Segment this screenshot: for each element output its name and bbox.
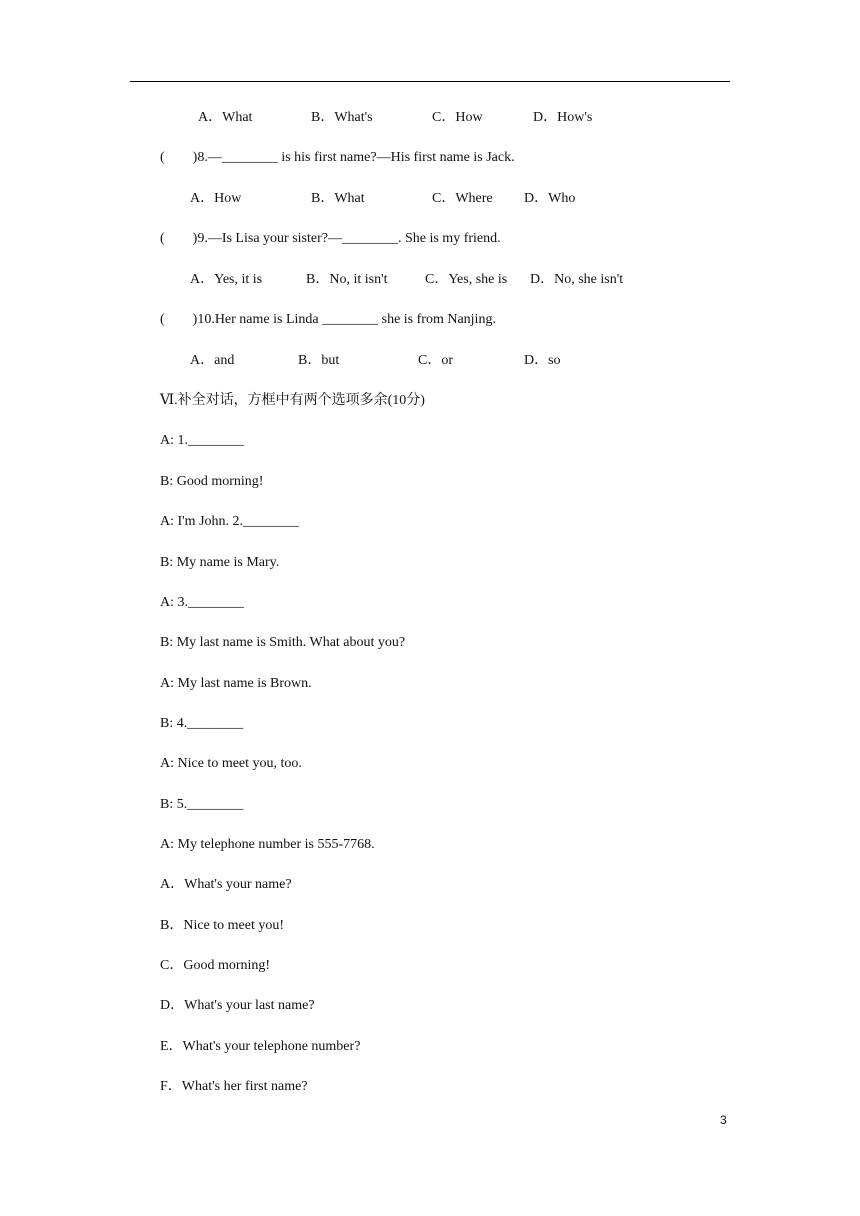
section-6-heading: Ⅵ.补全对话，方框中有两个选项多余(10分) [160, 393, 425, 408]
page-number: 3 [720, 1113, 727, 1127]
dialogue-line: A: My last name is Brown. [160, 676, 312, 691]
choice-f: F．What's her first name? [160, 1079, 308, 1094]
dialogue-line: A: 3.________ [160, 595, 244, 610]
q10-option-c: C．or [418, 353, 453, 368]
dialogue-line: A: I'm John. 2.________ [160, 514, 300, 529]
dialogue-line: B: Good morning! [160, 474, 264, 489]
header-rule [130, 81, 730, 82]
dialogue-line: B: 5.________ [160, 797, 244, 812]
q8-option-c: C．Where [432, 191, 493, 206]
q7-option-b: B．What's [311, 110, 373, 125]
dialogue-line: A: My telephone number is 555-7768. [160, 837, 375, 852]
q9-option-a: A．Yes, it is [190, 272, 263, 287]
q7-option-d: D．How's [533, 110, 593, 125]
q10-option-b: B．but [298, 353, 340, 368]
question-8-stem: ( )8.—________ is his first name?—His first name is Jack. [160, 150, 515, 165]
q9-option-c: C．Yes, she is [425, 272, 508, 287]
choice-c: C．Good morning! [160, 958, 271, 973]
q10-option-a: A．and [190, 353, 235, 368]
q9-option-d: D．No, she isn't [530, 272, 624, 287]
dialogue-line: B: My name is Mary. [160, 555, 280, 570]
choice-e: E．What's your telephone number? [160, 1039, 361, 1054]
q7-option-a: A．What [198, 110, 253, 125]
dialogue-line: B: 4.________ [160, 716, 244, 731]
dialogue-line: A: Nice to meet you, too. [160, 756, 302, 771]
question-10-stem: ( )10.Her name is Linda ________ she is from Nanjing. [160, 312, 496, 327]
q8-option-d: D．Who [524, 191, 576, 206]
q10-option-d: D．so [524, 353, 561, 368]
choice-a: A．What's your name? [160, 877, 292, 892]
q8-option-a: A．How [190, 191, 242, 206]
dialogue-line: A: 1.________ [160, 433, 244, 448]
question-9-stem: ( )9.—Is Lisa your sister?—________. She is my friend. [160, 231, 501, 246]
choice-b: B．Nice to meet you! [160, 918, 285, 933]
q8-option-b: B．What [311, 191, 365, 206]
q7-option-c: C．How [432, 110, 483, 125]
choice-d: D．What's your last name? [160, 998, 315, 1013]
dialogue-line: B: My last name is Smith. What about you? [160, 635, 406, 650]
q9-option-b: B．No, it isn't [306, 272, 388, 287]
